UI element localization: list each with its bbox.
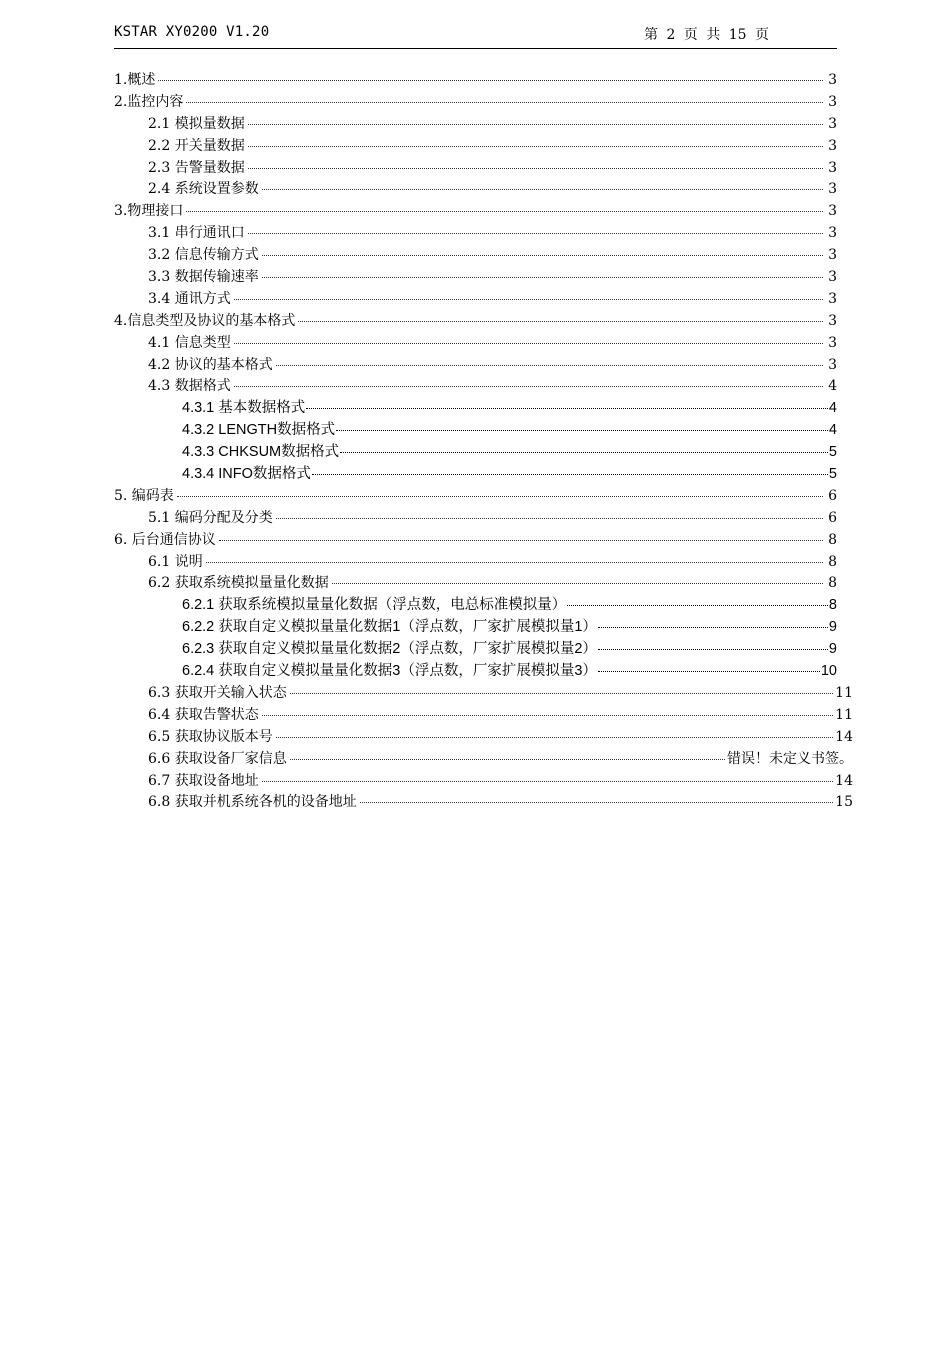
dot-leader — [186, 211, 823, 212]
toc-entry-title: 6.4 获取告警状态 — [148, 706, 259, 723]
dot-leader — [290, 759, 725, 760]
toc-entry-title: 3.2 信息传输方式 — [148, 247, 259, 264]
toc-entry-page: 3 — [828, 181, 837, 198]
toc-entry-title: 3.物理接口 — [114, 203, 184, 220]
toc-entry[interactable] — [114, 749, 853, 771]
toc-entry[interactable] — [114, 727, 853, 749]
toc-entry[interactable] — [114, 792, 853, 814]
toc-entry[interactable] — [114, 442, 837, 464]
toc-entry-page: 8 — [828, 531, 837, 548]
dot-leader — [340, 452, 828, 453]
page-number-info: 第 2 页 共 15 页 — [644, 27, 769, 43]
toc-entry-title: 4.信息类型及协议的基本格式 — [114, 312, 296, 329]
page-header — [114, 22, 837, 49]
dot-leader — [332, 583, 823, 584]
dot-leader — [262, 781, 833, 782]
dot-leader — [248, 146, 823, 147]
toc-entry[interactable] — [114, 771, 853, 793]
toc-entry-page: 3 — [828, 225, 837, 242]
document-id: KSTAR XY0200 V1.20 — [114, 24, 270, 40]
toc-entry-page: 4 — [828, 400, 837, 417]
toc-entry-title: 2.监控内容 — [114, 93, 184, 110]
toc-entry-title: 2.3 告警量数据 — [148, 159, 245, 176]
dot-leader — [312, 474, 828, 475]
toc-entry[interactable] — [114, 201, 837, 223]
toc-entry-page: 3 — [828, 312, 837, 329]
toc-entry[interactable] — [114, 595, 837, 617]
dot-leader — [262, 255, 823, 256]
toc-entry-page: 8 — [828, 553, 837, 570]
toc-entry-page: 3 — [828, 290, 837, 307]
toc-entry-page: 6 — [828, 509, 837, 526]
dot-leader — [248, 168, 823, 169]
dot-leader — [290, 693, 833, 694]
toc-entry-title: 6.3 获取开关输入状态 — [148, 684, 287, 701]
toc-entry[interactable] — [114, 661, 837, 683]
dot-leader — [262, 277, 823, 278]
toc-entry-title: 1.概述 — [114, 72, 156, 88]
dot-leader — [234, 299, 823, 300]
toc-entry-title: 5. 编码表 — [114, 487, 174, 504]
toc-entry[interactable] — [114, 355, 837, 377]
dot-leader — [262, 715, 833, 716]
toc-entry[interactable] — [114, 245, 837, 267]
toc-entry-page: 3 — [828, 93, 837, 110]
toc-entry-page: 15 — [835, 794, 853, 811]
toc-entry-page: 9 — [828, 619, 837, 636]
toc-entry[interactable] — [114, 114, 837, 136]
toc-entry-title: 6.6 获取设备厂家信息 — [148, 750, 287, 767]
dot-leader — [276, 518, 823, 519]
toc-entry-page: 3 — [828, 269, 837, 286]
dot-leader — [276, 737, 833, 738]
toc-entry-page: 9 — [828, 641, 837, 658]
toc-entry-page: 6 — [828, 487, 837, 504]
toc-entry-page: 3 — [828, 159, 837, 176]
toc-entry-page: 11 — [835, 706, 853, 723]
toc-entry-title: 4.1 信息类型 — [148, 334, 231, 351]
toc-entry-page: 10 — [820, 663, 837, 680]
toc-entry-page: 3 — [828, 247, 837, 264]
toc-entry[interactable] — [114, 420, 837, 442]
toc-entry[interactable] — [114, 311, 837, 333]
toc-entry-page: 5 — [828, 466, 837, 483]
toc-entry-title: 6.2.2 获取自定义模拟量量化数据1（浮点数，厂家扩展模拟量1） — [182, 619, 597, 636]
toc-entry-page: 3 — [828, 137, 837, 154]
dot-leader — [248, 124, 823, 125]
toc-entry-page: 3 — [828, 115, 837, 132]
toc-entry-page: 3 — [828, 356, 837, 373]
toc-entry[interactable] — [114, 92, 837, 114]
dot-leader — [336, 430, 828, 431]
toc-entry-title: 6.2.1 获取系统模拟量量化数据（浮点数，电总标准模拟量） — [182, 597, 567, 614]
toc-entry[interactable] — [114, 530, 837, 552]
toc-entry-page: 14 — [835, 772, 853, 789]
toc-entry-page: 3 — [828, 203, 837, 220]
toc-entry[interactable] — [114, 508, 837, 530]
toc-entry-title: 5.1 编码分配及分类 — [148, 509, 273, 526]
dot-leader — [206, 562, 823, 563]
toc-entry-title: 4.3.3 CHKSUM数据格式 — [182, 444, 340, 461]
toc-entry[interactable] — [114, 376, 837, 398]
dot-leader — [186, 102, 823, 103]
dot-leader — [598, 671, 820, 672]
toc-entry-title: 6. 后台通信协议 — [114, 531, 216, 548]
toc-entry-title: 4.3.2 LENGTH数据格式 — [182, 422, 336, 439]
dot-leader — [276, 365, 823, 366]
toc-entry[interactable] — [114, 617, 837, 639]
toc-entry-title: 6.2.4 获取自定义模拟量量化数据3（浮点数，厂家扩展模拟量3） — [182, 663, 597, 680]
toc-entry-title: 3.3 数据传输速率 — [148, 269, 259, 286]
toc-entry-title: 3.4 通讯方式 — [148, 290, 231, 307]
toc-entry-title: 4.3.4 INFO数据格式 — [182, 466, 311, 483]
toc-entry[interactable] — [114, 398, 837, 420]
dot-leader — [234, 386, 823, 387]
dot-leader — [158, 80, 823, 81]
dot-leader — [298, 321, 823, 322]
toc-entry-page: 14 — [835, 728, 853, 745]
toc-entry-page: 4 — [828, 378, 837, 395]
toc-entry-title: 6.2.3 获取自定义模拟量量化数据2（浮点数，厂家扩展模拟量2） — [182, 641, 597, 658]
toc-entry[interactable] — [114, 333, 837, 355]
toc-entry[interactable] — [114, 683, 853, 705]
toc-entry[interactable] — [114, 70, 837, 92]
toc-entry-page: 11 — [835, 684, 853, 701]
dot-leader — [248, 233, 823, 234]
toc-entry-page: 3 — [828, 334, 837, 351]
toc-entry-title: 6.5 获取协议版本号 — [148, 728, 273, 745]
toc-entry-title: 4.3.1 基本数据格式 — [182, 400, 306, 417]
toc-entry-page: 4 — [828, 422, 837, 439]
toc-entry-title: 6.7 获取设备地址 — [148, 772, 259, 789]
toc-entry-title: 6.1 说明 — [148, 553, 203, 570]
dot-leader — [177, 496, 823, 497]
toc-entry[interactable] — [114, 639, 837, 661]
toc-entry[interactable] — [114, 289, 837, 311]
table-of-contents — [114, 70, 853, 814]
dot-leader — [262, 189, 823, 190]
dot-leader — [234, 343, 823, 344]
toc-entry-title: 2.4 系统设置参数 — [148, 181, 259, 198]
toc-entry-title: 4.2 协议的基本格式 — [148, 356, 273, 373]
dot-leader — [598, 649, 828, 650]
dot-leader — [306, 408, 828, 409]
toc-entry-page: 错误！未定义书签。 — [727, 750, 853, 767]
dot-leader — [567, 605, 828, 606]
toc-entry-title: 2.1 模拟量数据 — [148, 115, 245, 132]
toc-entry[interactable] — [114, 223, 837, 245]
toc-entry-title: 3.1 串行通讯口 — [148, 225, 245, 242]
toc-entry[interactable] — [114, 464, 837, 486]
toc-entry[interactable] — [114, 573, 837, 595]
toc-entry-page: 5 — [828, 444, 837, 461]
toc-entry[interactable] — [114, 179, 837, 201]
toc-entry[interactable] — [114, 136, 837, 158]
toc-entry[interactable] — [114, 267, 837, 289]
toc-entry[interactable] — [114, 705, 853, 727]
dot-leader — [219, 540, 823, 541]
dot-leader — [360, 802, 833, 803]
toc-entry-page: 8 — [828, 597, 837, 614]
dot-leader — [598, 627, 828, 628]
toc-entry-title: 6.2 获取系统模拟量量化数据 — [148, 575, 329, 592]
toc-entry[interactable] — [114, 552, 837, 574]
toc-entry-title: 4.3 数据格式 — [148, 378, 231, 395]
toc-entry[interactable] — [114, 486, 837, 508]
toc-entry-title: 2.2 开关量数据 — [148, 137, 245, 154]
toc-entry-page: 3 — [828, 72, 837, 88]
toc-entry-page: 8 — [828, 575, 837, 592]
toc-entry-title: 6.8 获取并机系统各机的设备地址 — [148, 794, 357, 811]
toc-entry[interactable] — [114, 158, 837, 180]
